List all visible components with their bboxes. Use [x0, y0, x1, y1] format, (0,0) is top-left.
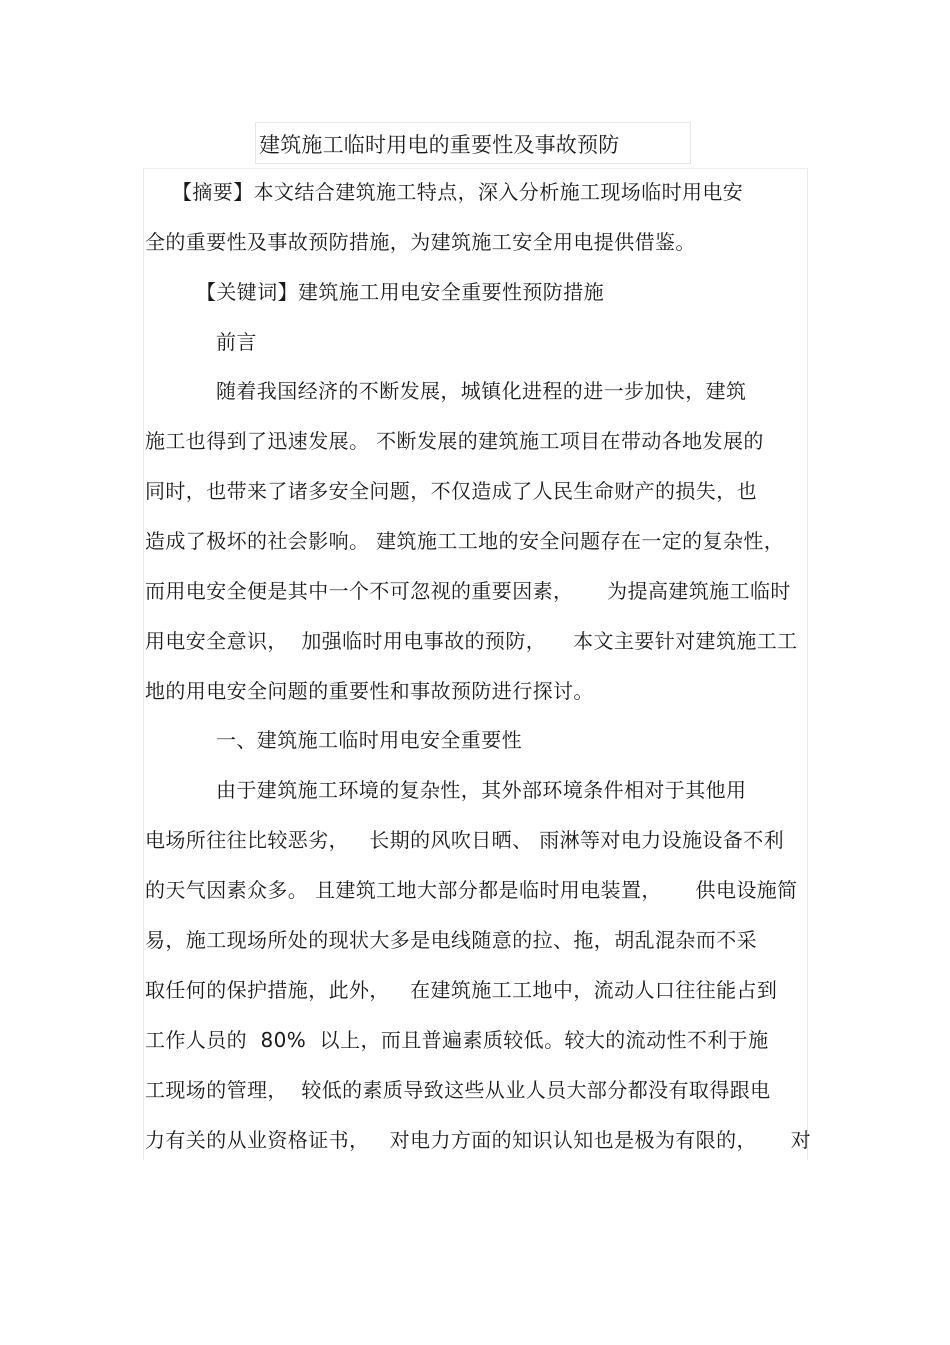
- paragraph-line: 而用电安全便是其中一个不可忽视的重要因素， 为提高建筑施工临时: [145, 579, 791, 603]
- preface-heading: 前言: [216, 330, 257, 354]
- abstract-line-2: 全的重要性及事故预防措施，为建筑施工安全用电提供借鉴。: [145, 230, 696, 254]
- paragraph-line: 的天气因素众多。 且建筑工地大部分都是临时用电装置， 供电设施简: [145, 878, 798, 902]
- document-title: 建筑施工临时用电的重要性及事故预防: [259, 133, 620, 157]
- paragraph-line: 用电安全意识， 加强临时用电事故的预防， 本文主要针对建筑施工工: [145, 629, 798, 653]
- paragraph-line: 由于建筑施工环境的复杂性，其外部环境条件相对于其他用: [216, 778, 747, 802]
- body-frame: [143, 168, 808, 1160]
- paragraph-line: 取任何的保护措施，此外， 在建筑施工工地中，流动人口往往能占到: [145, 978, 778, 1002]
- paragraph-line: 工现场的管理， 较低的素质导致这些从业人员大部分都没有取得跟电: [145, 1078, 771, 1102]
- paragraph-line: 同时，也带来了诸多安全问题，不仅造成了人民生命财产的损失，也: [145, 479, 757, 503]
- paragraph-line: 电场所往往比较恶劣， 长期的风吹日晒、 雨淋等对电力设施设备不利: [145, 828, 785, 852]
- paragraph-line: 随着我国经济的不断发展，城镇化进程的进一步加快，建筑: [216, 379, 747, 403]
- keywords-line: 【关键词】建筑施工用电安全重要性预防措施: [196, 280, 604, 304]
- paragraph-line: 工作人员的 80% 以上，而且普遍素质较低。较大的流动性不利于施: [145, 1028, 769, 1052]
- paragraph-line: 地的用电安全问题的重要性和事故预防进行探讨。: [145, 679, 594, 703]
- paragraph-line: 易，施工现场所处的现状大多是电线随意的拉、拖，胡乱混杂而不采: [145, 928, 757, 952]
- paragraph-line: 造成了极坏的社会影响。 建筑施工工地的安全问题存在一定的复杂性，: [145, 529, 785, 553]
- abstract-line-1: 【摘要】本文结合建筑施工特点，深入分析施工现场临时用电安: [172, 180, 744, 204]
- section-heading: 一、建筑施工临时用电安全重要性: [216, 728, 522, 752]
- paragraph-line: 力有关的从业资格证书， 对电力方面的知识认知也是极为有限的， 对: [145, 1128, 812, 1152]
- paragraph-line: 施工也得到了迅速发展。 不断发展的建筑施工项目在带动各地发展的: [145, 429, 764, 453]
